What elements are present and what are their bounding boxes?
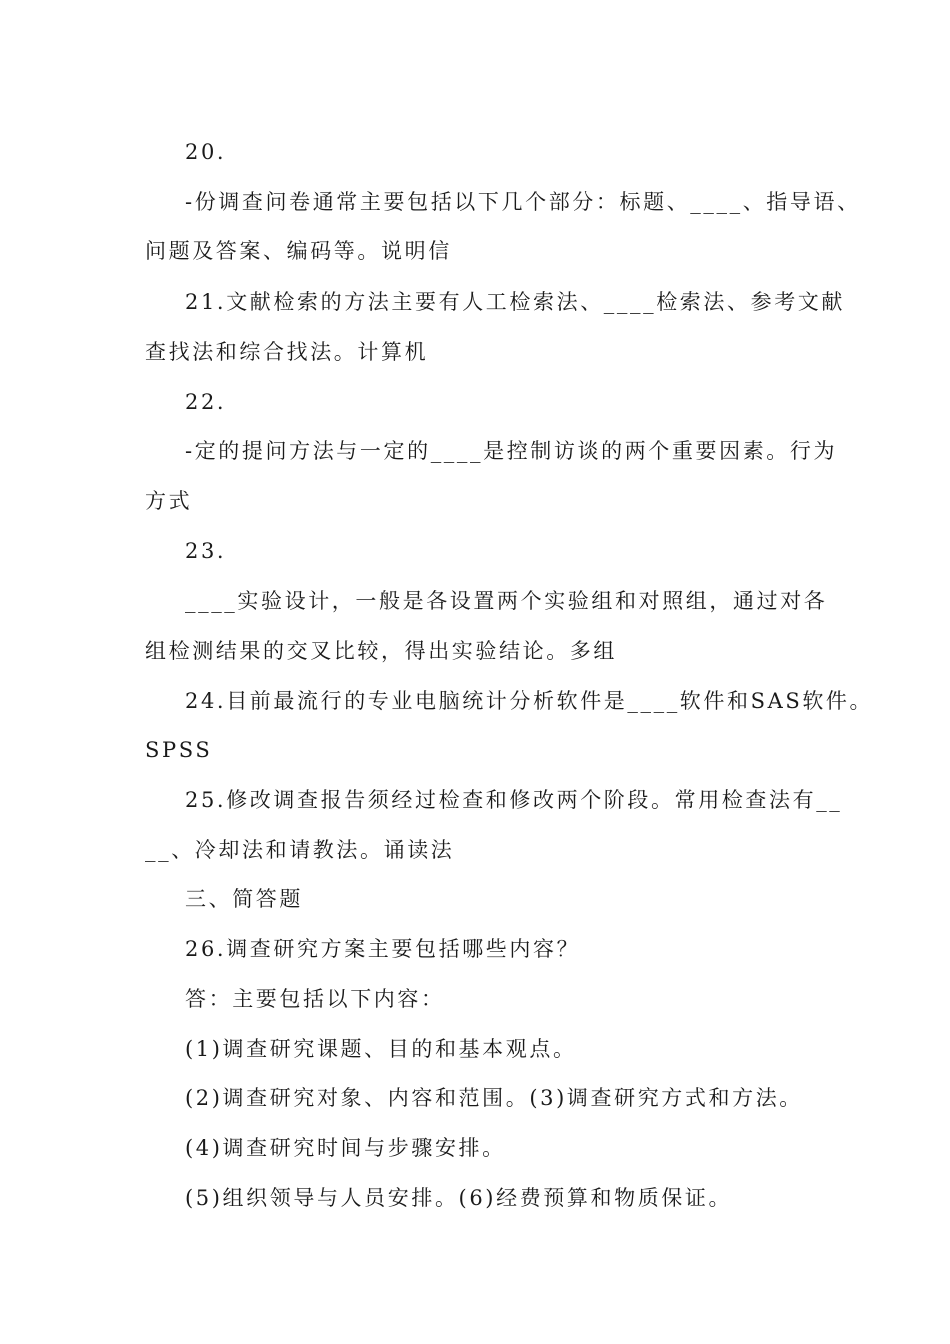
question-22-number: 22. — [185, 390, 227, 414]
section-heading: 三、简答题 — [185, 887, 303, 911]
question-22-text: -定的提问方法与一定的____是控制访谈的两个重要因素。行为 — [185, 439, 838, 463]
answer-intro: 答：主要包括以下内容： — [185, 987, 445, 1011]
answer-item-2-3: (2)调查研究对象、内容和范围。(3)调查研究方式和方法。 — [185, 1086, 803, 1110]
question-21-text: 21.文献检索的方法主要有人工检索法、____检索法、参考文献 — [185, 290, 845, 314]
question-23-number: 23. — [185, 539, 227, 563]
question-21-text-cont: 查找法和综合找法。计算机 — [145, 340, 429, 364]
question-20-text: -份调查问卷通常主要包括以下几个部分：标题、____、指导语、 — [185, 190, 861, 214]
question-22-text-cont: 方式 — [145, 489, 193, 513]
question-24-text-cont: SPSS — [145, 738, 213, 762]
question-25-text-cont: __、冷却法和请教法。诵读法 — [145, 838, 455, 862]
answer-item-5-6: (5)组织领导与人员安排。(6)经费预算和物质保证。 — [185, 1186, 733, 1210]
question-23-text: ____实验设计，一般是各设置两个实验组和对照组，通过对各 — [185, 589, 828, 613]
question-20-number: 20. — [185, 140, 227, 164]
question-24-text: 24.目前最流行的专业电脑统计分析软件是____软件和SAS软件。 — [185, 689, 874, 713]
question-23-text-cont: 组检测结果的交叉比较，得出实验结论。多组 — [145, 639, 617, 663]
question-25-text: 25.修改调查报告须经过检查和修改两个阶段。常用检查法有__ — [185, 788, 843, 812]
question-26-text: 26.调查研究方案主要包括哪些内容？ — [185, 937, 581, 961]
answer-item-4: (4)调查研究时间与步骤安排。 — [185, 1136, 506, 1160]
answer-item-1: (1)调查研究课题、目的和基本观点。 — [185, 1037, 577, 1061]
question-20-text-cont: 问题及答案、编码等。说明信 — [145, 239, 452, 263]
